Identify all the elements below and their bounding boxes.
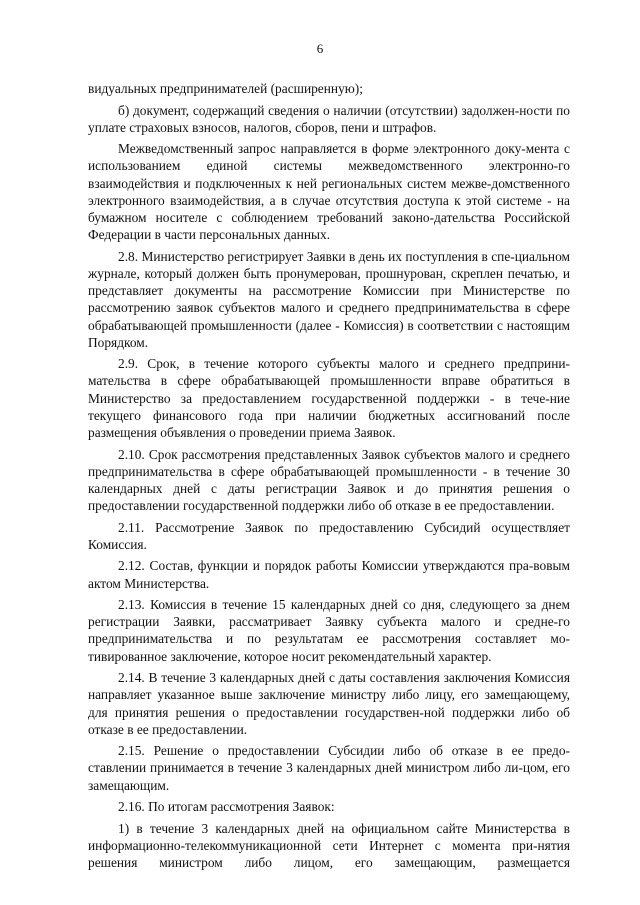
paragraph: 2.12. Состав, функции и порядок работы Комиссии утверждаются пра-вовым актом Министерства.	[88, 558, 570, 591]
paragraph: 2.8. Министерство регистрирует Заявки в день их поступления в спе-циальном журнале, который должен быть пронумерован, прошнурован, скреплен печатью, и представляет документы на рассмотрение Комиссии при Министерстве по рассмотрению заявок субъектов малого и среднего предпринимательства в сфере обрабатывающей промышленности (далее - Комиссия) в соответствии с настоящим Порядком.	[88, 248, 570, 350]
page-number: 6	[316, 41, 324, 56]
paragraph: 2.13. Комиссия в течение 15 календарных дней со дня, следующего за днем регистрации Заявки, рассматривает Заявку субъекта малого и средне-го предпринимательства и по результатам ее рассмотрения составляет мо-тивированное заключение, которое носит рекомендательный характер.	[88, 597, 570, 664]
document-body	[88, 80, 570, 876]
paragraph: 2.10. Срок рассмотрения представленных Заявок субъектов малого и среднего предпринимательства в сфере обрабатывающей промышленности - в течение 30 календарных дней с даты регистрации Заявок и до принятия решения о предоставлении государственной поддержки либо об отказе в ее предоставлении.	[88, 446, 570, 514]
paragraph: 2.16. По итогам рассмотрения Заявок:	[118, 799, 335, 815]
paragraph: 1) в течение 3 календарных дней на официальном сайте Министерства в информационно-телекоммуникационной сети Интернет с момента при-нятия решения министром либо лицом, его замещающим, размещается	[88, 820, 570, 871]
paragraph: Межведомственный запрос направляется в форме электронного доку-мента с использованием единой системы межведомственного электронно-го взаимодействия и подключенных к ней региональных систем межве-домственного электронного взаимодействия, а в случае отсутствия доступа к этой системе - на бумажном носителе с соблюдением требований законо-дательства Российской Федерации в части персональных данных.	[88, 141, 570, 243]
paragraph: 2.11. Рассмотрение Заявок по предоставлению Субсидий осуществляет Комиссия.	[88, 519, 570, 552]
paragraph: 2.14. В течение 3 календарных дней с даты составления заключения Комиссия направляет указанное выше заключение министру либо лицу, его замещающему, для принятия решения о предоставлении государствен-ной поддержки либо об отказе в ее предоставлении.	[88, 670, 570, 737]
paragraph: б) документ, содержащий сведения о наличии (отсутствии) задолжен-ности по уплате страховых взносов, налогов, сборов, пени и штрафов.	[88, 102, 570, 135]
paragraph: 2.9. Срок, в течение которого субъекты малого и среднего предприни-мательства в сфере обрабатывающей промышленности вправе обратиться в Министерство за предоставлением государственной поддержки - в тече-ние текущего финансового года при наличии бюджетных ассигнований после размещения объявления о проведении приема Заявок.	[88, 356, 570, 441]
paragraph: 2.15. Решение о предоставлении Субсидии либо об отказе в ее предо-ставлении принимается в течение 3 календарных дней министром либо ли-цом, его замещающим.	[88, 743, 570, 793]
paragraph: видуальных предпринимателей (расширенную);	[88, 81, 363, 96]
